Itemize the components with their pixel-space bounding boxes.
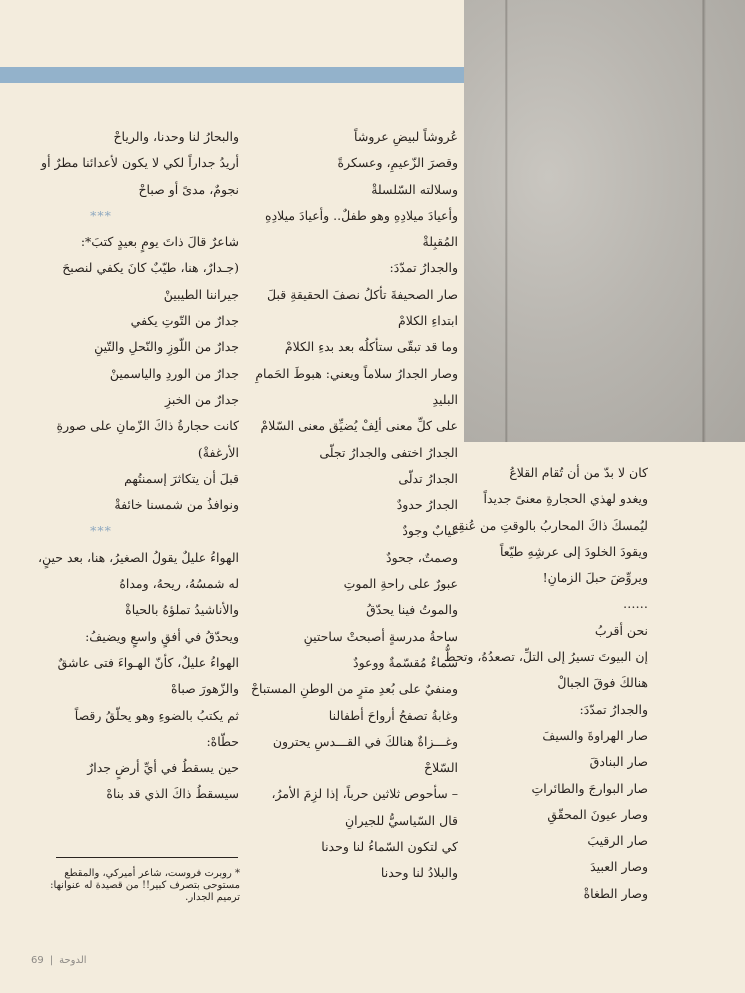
poem-line: الجدارُ تدلّى: [398, 470, 458, 486]
poem-line: ويقودَ الخلودَ إلى عرشِهِ طيّعاً: [499, 543, 648, 559]
poem-column-left: [3, 124, 239, 808]
poem-line: وأعيادَ ميلادِهِ وهو طفلٌ.. وأعيادَ ميلادِهِ: [265, 207, 458, 223]
footnote-divider: [56, 857, 238, 858]
poem-line: – سأحوص ثلاثين حرباً، إذا لزِمَ الأمرُ،: [271, 786, 458, 802]
poem-line: غيابٌ وجودٌ: [402, 523, 458, 539]
poem-line: حين يسقطُ في أيِّ أرضٍ جدارٌ: [87, 760, 239, 776]
poem-line: ساحةُ مدرسةٍ أصبحتْ ساحتينِ: [303, 628, 458, 644]
poem-line: شاعرٌ قالَ ذاتَ يومٍ بعيدٍ كتبَ*:: [80, 234, 239, 250]
poem-line: والزّهورَ صباهْ: [170, 681, 239, 697]
poem-line: الجدارُ اختفى والجدارُ تجلّى: [319, 444, 458, 460]
poem-line: ونوافذُ من شمسنا خائفةْ: [114, 497, 239, 513]
poem-line: وصار العبيدَ: [590, 859, 648, 875]
poem-line: صار البنادقَ: [589, 754, 648, 770]
poem-line: جدارٌ من اللّوزِ والنّحلِ والتّينِ: [94, 339, 239, 355]
section-separator: ***: [90, 207, 112, 223]
poem-line: جدارٌ من التّوتِ يكفي: [130, 313, 239, 329]
poem-line: كي لتكون السّماءُ لنا وحدنا: [321, 839, 458, 855]
page-number: 69: [31, 955, 44, 966]
poem-line: قال السّياسيُّ للجيرانِ: [344, 812, 458, 828]
poem-line: وصار عيونَ المحقّقِ: [547, 806, 648, 822]
poem-line: وصار الجدارُ سلاماً ويعني: هبوطَ الحَمامِ: [255, 365, 458, 381]
section-separator: ***: [90, 523, 112, 539]
poem-line: والبلادُ لنا وحدنا: [380, 865, 458, 881]
page-footer: [28, 955, 90, 966]
poem-line: سماءٌ مُقسّمةٌ ووعودٌ: [353, 654, 458, 670]
poem-line: (جـدارٌ، هنا، طيّبٌ كانَ يكفي لنصبحَ: [62, 260, 239, 276]
poem-line: والموتُ فينا يحدّقُ: [366, 602, 458, 618]
poem-line: والجدارُ تمدّدَ:: [579, 701, 648, 717]
poem-line: ويغدو لهذي الحجارةِ معنىً جديداً: [483, 491, 648, 507]
poem-line: ويروِّضَ حبلَ الزمانِ!: [542, 570, 648, 586]
poem-column-under-photo: [400, 460, 648, 907]
poem-line: صار الصحيفةَ تأكلُ نصفَ الحقيقةِ قبلَ: [267, 286, 458, 302]
poem-line: حطّاهْ:: [206, 733, 239, 749]
poem-line: المُقبِلةْ: [422, 234, 458, 250]
footer-divider: |: [49, 955, 54, 966]
poem-line: نحن أقربُ: [594, 622, 648, 638]
concrete-wall-photo: [464, 0, 745, 442]
poem-line: وقصرَ الزّعيمِ، وعسكرةً: [337, 155, 458, 171]
poem-line: صار الرقيبَ: [587, 833, 648, 849]
poem-line: الجدارُ حدودٌ: [396, 497, 458, 513]
poem-line: السّلاحْ: [424, 760, 458, 776]
poem-line: الهواءُ عليلٌ، كأنّ الهـواءَ فتى عاشقٌ: [57, 654, 239, 670]
accent-bar: [0, 67, 464, 83]
poem-line: ……: [623, 596, 648, 612]
poem-line: والبحارُ لنا وحدنا، والرياحْ: [113, 129, 239, 144]
poem-line: ثم يكتبُ بالضوءِ وهو يحلّقُ رقصاً: [74, 707, 239, 723]
footnote: * روبرت فروست، شاعر أميركي، والمقطع مستوحى بتصرف كبير!! من قصيدة له عنوانها: ترميم الجدار.: [50, 868, 240, 903]
poem-line: والجدارُ تمدّدَ:: [389, 260, 458, 276]
poem-line: أريدُ جداراً لكي لا يكون لأعدائنا مطرٌ أو: [41, 155, 239, 171]
poem-line: على كلِّ معنى ألِفْ يُضيِّق معنى السّلامْ: [260, 418, 458, 434]
poem-line: ومنفيٌ على بُعدِ مترٍ من الوطنِ المستباحْ: [250, 681, 458, 697]
poem-line: سيسقطُ ذاكَ الذي قد بناهْ: [106, 786, 239, 802]
poem-line: إن البيوتَ تسيرُ إلى التلِّ، تصعدُهُ، وتحطُّ: [443, 649, 648, 665]
poem-line: صار البوارجَ والطائراتِ: [531, 780, 648, 796]
poem-line: ابتداءِ الكلامْ: [398, 313, 458, 329]
poem-line: ليُمسكَ ذاكَ المحاربُ بالوقتِ من عُنقِهِ: [451, 517, 648, 533]
poem-line: وما قد تبقّى ستأكلُه بعد بدءِ الكلامْ: [284, 339, 458, 355]
poem-line: هنالكَ فوقَ الجبالْ: [557, 675, 648, 691]
poem-line: وصار الطغاةْ: [583, 885, 648, 901]
poem-line: وغابةُ تصفحُ أرواحَ أطفالنا: [328, 707, 458, 723]
poem-line: الهواءُ عليلٌ يقولُ الصغيرُ، هنا، بعد حينٍ،: [37, 549, 239, 565]
poem-line: عُروشاً لبيضِ عروشاً: [354, 129, 458, 144]
poem-line: الأرغفةْ): [197, 444, 239, 460]
poem-line: كانت حجارةُ ذاكَ الزّمانِ على صورةِ: [56, 418, 239, 434]
poem-line: نجومٌ، مدىً أو صباحْ: [138, 181, 239, 197]
poem-line: ويحدّقُ في أفقٍ واسعٍ ويضيفُ:: [85, 628, 239, 644]
poem-line: جدارٌ من الوردِ والياسمينْ: [109, 365, 239, 381]
poem-line: والأناشيدُ تملؤهُ بالحياةْ: [125, 602, 239, 618]
poem-line: له شمسُهُ، ريحهُ، ومداهُ: [119, 576, 239, 592]
magazine-name: الدوحة: [59, 955, 87, 966]
poem-line: صار الهراوةَ والسيفَ: [542, 727, 648, 743]
poem-line: جيراننا الطيبينْ: [163, 286, 239, 302]
poem-line: قبلَ أن يتكاثرَ إسمنتُهم: [124, 470, 239, 486]
poem-line: وغـــزاةٌ هنالكَ في القـــدسِ يحترون: [272, 733, 458, 749]
poem-line: البليدِ: [432, 391, 458, 407]
poem-line: عبورٌ على راحةِ الموتِ: [343, 576, 458, 592]
poem-line: كان لا بدّ من أن تُقام القلاعُ: [509, 465, 648, 480]
poem-line: وصمتٌ، جحودٌ: [386, 549, 458, 565]
poem-line: جدارٌ من الخبزِ: [165, 391, 239, 407]
poem-line: وسلالته السّلسلةْ: [371, 181, 458, 197]
